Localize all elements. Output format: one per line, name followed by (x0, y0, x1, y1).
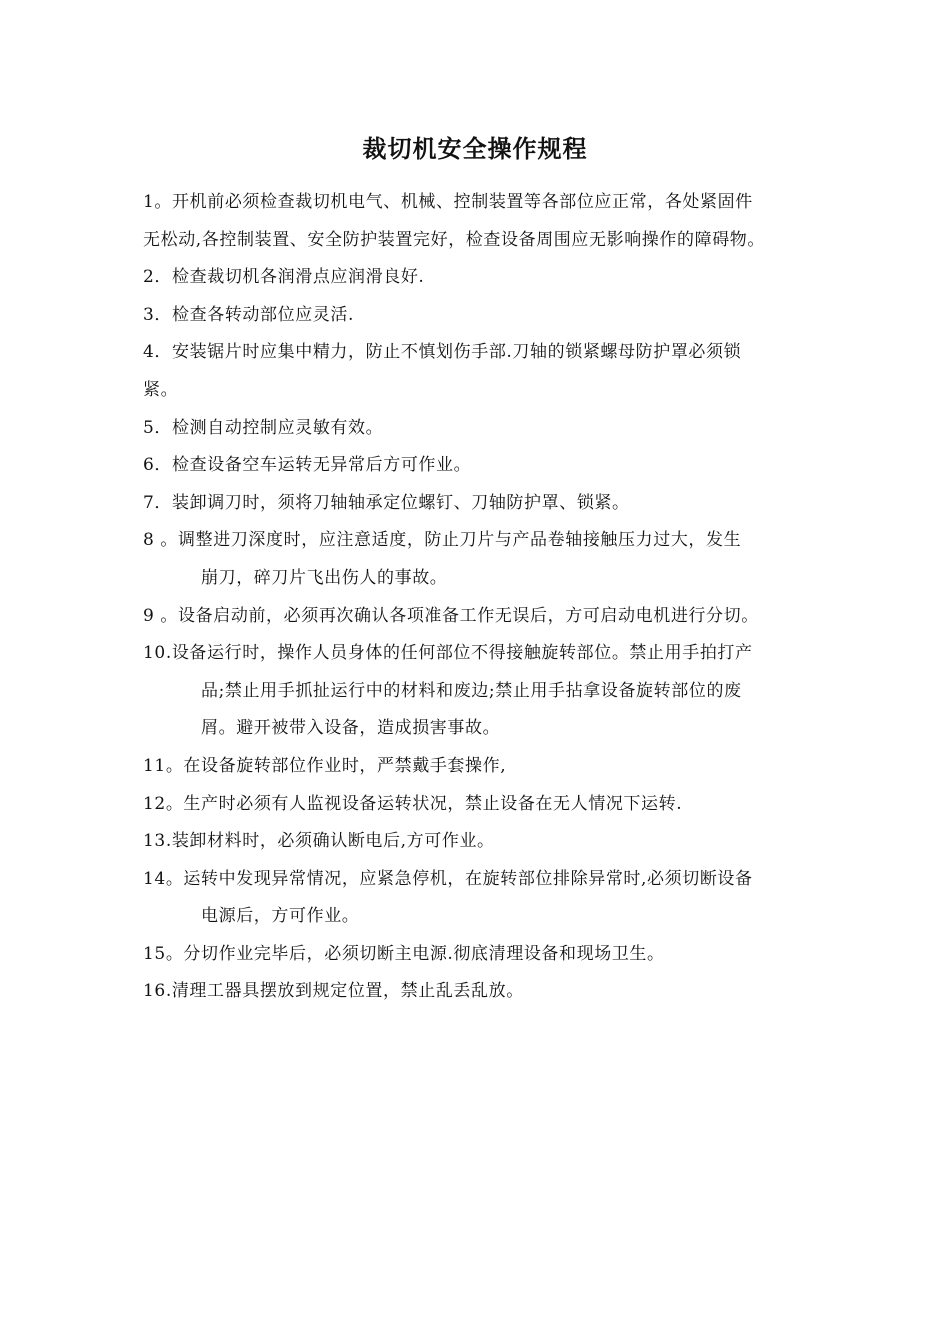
rule-line: 14。运转中发现异常情况，应紧急停机，在旋转部位排除异常时,必须切断设备 (143, 868, 753, 889)
rule-line: 1。开机前必须检查裁切机电气、机械、控制装置等各部位应正常，各处紧固件 (143, 192, 753, 212)
rule-line: 8 。调整进刀深度时，应注意适度，防止刀片与产品卷轴接触压力过大，发生 (143, 530, 742, 551)
document-title: 裁切机安全操作规程 (362, 135, 588, 163)
rule-line-continuation: 屑。避开被带入设备，造成损害事故。 (201, 718, 501, 739)
rule-line: 15。分切作业完毕后，必须切断主电源.彻底清理设备和现场卫生。 (143, 943, 665, 964)
rule-line: 9 。设备启动前，必须再次确认各项准备工作无误后，方可启动电机进行分切。 (143, 605, 759, 626)
rule-line: 6．检查设备空车运转无异常后方可作业。 (143, 455, 472, 476)
rule-line: 7．装卸调刀时，须将刀轴轴承定位螺钉、刀轴防护罩、锁紧。 (143, 492, 630, 513)
rules-list (143, 184, 823, 1011)
rule-line: 5．检测自动控制应灵敏有效。 (143, 417, 384, 438)
rule-line: 13.装卸材料时，必须确认断电后,方可作业。 (143, 831, 495, 852)
rule-line: 3．检查各转动部位应灵活. (143, 304, 355, 325)
rule-line: 11。在设备旋转部位作业时，严禁戴手套操作, (143, 755, 507, 776)
rule-line: 10.设备运行时，操作人员身体的任何部位不得接触旋转部位。禁止用手拍打产 (143, 643, 753, 664)
rule-line-continuation: 电源后，方可作业。 (201, 906, 360, 927)
rule-line-continuation: 品;禁止用手抓扯运行中的材料和废边;禁止用手拈拿设备旋转部位的废 (201, 680, 742, 701)
rule-line: 12。生产时必须有人监视设备运转状况，禁止设备在无人情况下运转. (143, 793, 683, 814)
rule-line: 4．安装锯片时应集中精力，防止不慎划伤手部.刀轴的锁紧螺母防护罩必须锁 (143, 342, 742, 363)
rule-line: 2．检查裁切机各润滑点应润滑良好. (143, 267, 425, 288)
rule-line: 16.清理工器具摆放到规定位置，禁止乱丢乱放。 (143, 981, 524, 1002)
rule-line: 无松动,各控制装置、安全防护装置完好，检查设备周围应无影响操作的障碍物。 (143, 229, 766, 250)
rule-line: 紧。 (143, 379, 179, 400)
rule-line-continuation: 崩刀，碎刀片飞出伤人的事故。 (201, 567, 448, 588)
